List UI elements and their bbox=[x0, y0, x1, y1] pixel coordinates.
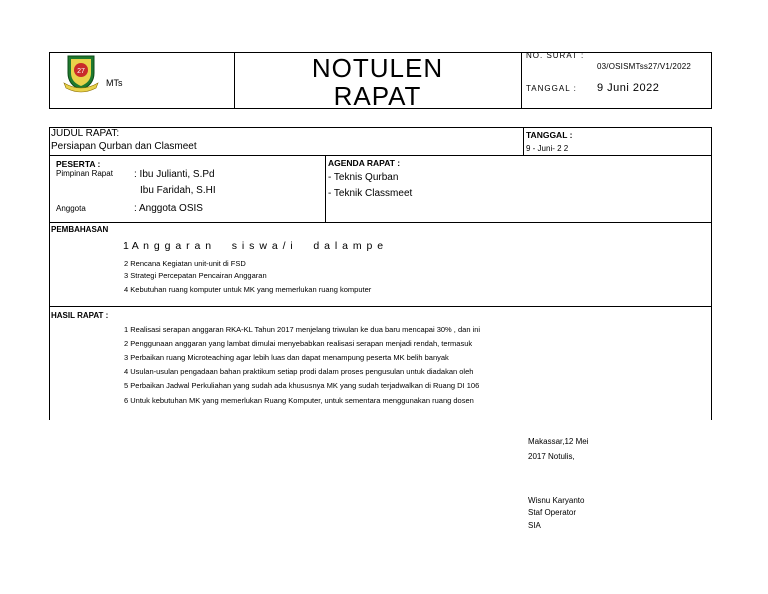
item-text: Untuk kebutuhan MK yang memerlukan Ruang Komputer, untuk sementara menggunakan ruang dosen bbox=[130, 396, 474, 405]
hasil-item bbox=[124, 367, 473, 376]
document-title-line2: RAPAT bbox=[333, 81, 422, 111]
judul-bottom-line bbox=[49, 155, 712, 156]
item-number: 4 bbox=[124, 285, 129, 294]
item-number: 5 bbox=[124, 381, 129, 390]
pembahasan-item bbox=[124, 271, 267, 280]
item-number: 1 bbox=[124, 325, 129, 334]
document-title-line1: NOTULEN bbox=[311, 53, 444, 83]
item-number: 3 bbox=[124, 353, 129, 362]
item-text: Perbaikan Jadwal Perkuliahan yang sudah ada khususnya MK yang sudah terjadwalkan di Ruang DI 106 bbox=[130, 381, 480, 390]
item-number: 2 bbox=[124, 259, 129, 268]
item-text: Rencana Kegiatan unit-unit di FSD bbox=[130, 259, 246, 268]
agenda-item: - Teknik Classmeet bbox=[328, 188, 413, 199]
item-text: Kebutuhan ruang komputer untuk MK yang memerlukan ruang komputer bbox=[130, 285, 372, 294]
pembahasan-bottom-line bbox=[49, 306, 712, 307]
tanggal-header-value: 9 Juni 2022 bbox=[597, 82, 660, 94]
signature-unit: SIA bbox=[528, 521, 541, 530]
judul-tanggal-label: TANGGAL : bbox=[526, 130, 573, 140]
item-text: A n g g a r a n s i s w a / i d a l a m p e bbox=[131, 240, 385, 252]
item-number: 4 bbox=[124, 367, 129, 376]
agenda-item: - Teknis Qurban bbox=[328, 172, 399, 183]
pimpinan-1: : Ibu Julianti, S.Pd bbox=[134, 169, 215, 180]
signature-notulis: 2017 Notulis, bbox=[528, 452, 575, 461]
tanggal-header-label: TANGGAL : bbox=[526, 84, 577, 93]
anggota-value: : Anggota OSIS bbox=[134, 203, 203, 214]
pembahasan-label: PEMBAHASAN bbox=[51, 225, 109, 234]
item-number: 6 bbox=[124, 396, 129, 405]
judul-label: JUDUL RAPAT: bbox=[51, 128, 120, 139]
judul-value: Persiapan Qurban dan Clasmeet bbox=[51, 141, 197, 152]
hasil-item bbox=[124, 381, 479, 390]
no-surat-label: NO. SURAT : bbox=[526, 51, 585, 60]
pembahasan-item bbox=[124, 259, 246, 268]
item-text: Usulan-usulan pengadaan bahan praktikum setiap prodi dalam proses pengusulan untuk diadakan oleh bbox=[130, 367, 474, 376]
judul-tanggal-value: 9 - Juni- 2 2 bbox=[526, 144, 569, 153]
item-text: Realisasi serapan anggaran RKA-KL Tahun 2017 menjelang triwulan ke dua baru mencapai 30% , dan ini bbox=[130, 325, 481, 334]
pembahasan-item bbox=[123, 240, 384, 252]
pimpinan-2: Ibu Faridah, S.HI bbox=[140, 185, 216, 196]
peserta-agenda-divider bbox=[325, 155, 326, 222]
logo-text: 27 bbox=[77, 68, 85, 75]
peserta-label: PESERTA : bbox=[56, 159, 101, 169]
signature-role: Staf Operator bbox=[528, 508, 577, 517]
item-number: 3 bbox=[124, 271, 129, 280]
signature-name: Wisnu Karyanto bbox=[528, 496, 585, 505]
hasil-item bbox=[124, 353, 449, 362]
pimpinan-label: Pimpinan Rapat bbox=[56, 169, 113, 178]
school-logo bbox=[62, 53, 100, 93]
agenda-label: AGENDA RAPAT : bbox=[328, 158, 401, 168]
school-label: MTs bbox=[106, 78, 123, 88]
no-surat-value: 03/OSISMTss27/V1/2022 bbox=[597, 62, 692, 71]
hasil-item bbox=[124, 325, 480, 334]
hasil-item bbox=[124, 396, 474, 405]
pembahasan-item bbox=[124, 285, 371, 294]
peserta-bottom-line bbox=[49, 222, 712, 223]
signature-place-date: Makassar,12 Mei bbox=[528, 437, 589, 446]
judul-divider bbox=[523, 127, 524, 155]
item-number: 1 bbox=[123, 240, 129, 252]
anggota-label: Anggota bbox=[56, 204, 86, 213]
hasil-item bbox=[124, 339, 472, 348]
item-number: 2 bbox=[124, 339, 129, 348]
header-divider-2 bbox=[521, 52, 522, 109]
item-text: Penggunaan anggaran yang lambat dimulai menyebabkan realisasi serapan menjadi rendah, termasuk bbox=[130, 339, 473, 348]
hasil-label: HASIL RAPAT : bbox=[51, 311, 109, 320]
item-text: Perbaikan ruang Microteaching agar lebih luas dan dapat menampung peserta MK belih banyak bbox=[130, 353, 449, 362]
item-text: Strategi Percepatan Pencairan Anggaran bbox=[130, 271, 267, 280]
